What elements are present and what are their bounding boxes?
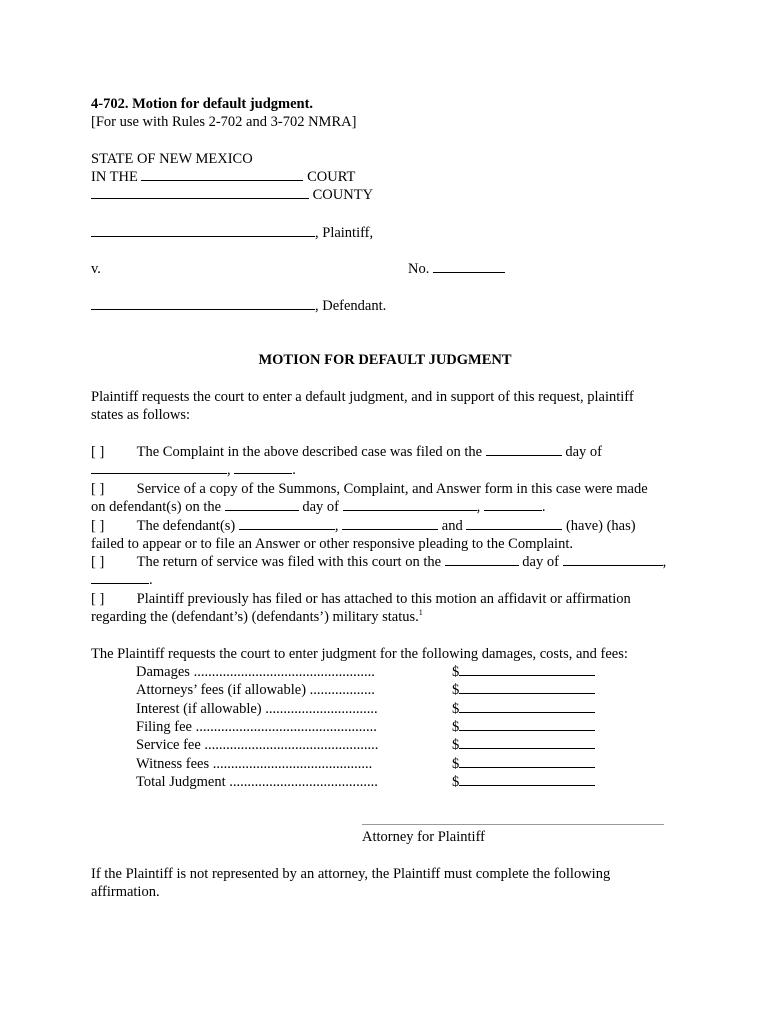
county-name-blank[interactable]: [91, 186, 309, 199]
return-checkbox[interactable]: [ ]: [91, 554, 105, 570]
damages-amount: [452, 663, 595, 681]
currency-symbol: $: [452, 755, 460, 772]
return-text: The return of service was filed with this court on the: [136, 554, 442, 570]
comma: ,: [476, 499, 481, 515]
service-text: Service of a copy of the Summons, Complaint, and Answer form in this case were made: [136, 481, 648, 497]
service-fee-amount-blank[interactable]: [459, 736, 595, 749]
military-checkbox[interactable]: [ ]: [91, 591, 105, 607]
currency-symbol: $: [452, 737, 460, 754]
return-year-line: [91, 571, 153, 589]
witness-fees-amount-blank[interactable]: [459, 755, 595, 768]
rule-title: 4-702. Motion for default judgment.: [91, 96, 314, 112]
rule-note: [For use with Rules 2-702 and 3-702 NMRA]: [91, 114, 357, 130]
complaint-checkbox[interactable]: [ ]: [91, 444, 105, 460]
military-text: Plaintiff previously has filed or has attached to this motion an affidavit or affirmation: [136, 591, 631, 607]
case-number-blank[interactable]: [433, 260, 505, 273]
failed-and: and: [441, 518, 463, 534]
return-day-blank[interactable]: [445, 553, 519, 566]
defendant-1-blank[interactable]: [239, 517, 335, 530]
court-name-blank[interactable]: [141, 168, 303, 181]
defendant-line: [91, 297, 386, 315]
county-label: COUNTY: [312, 187, 374, 203]
footnote-mark: 1: [418, 608, 423, 618]
footer-line-1: If the Plaintiff is not represented by an attorney, the Plaintiff must complete the following: [91, 866, 611, 882]
motion-title: MOTION FOR DEFAULT JUDGMENT: [258, 352, 512, 368]
damages-amount-blank[interactable]: [459, 663, 595, 676]
attorneys-fees-amount-blank[interactable]: [459, 681, 595, 694]
complaint-month-blank[interactable]: [91, 461, 227, 474]
complaint-year-blank[interactable]: [234, 461, 292, 474]
failed-have-has: (have) (has): [565, 518, 636, 534]
filing-fee-label: Filing fee ..................................................: [136, 718, 377, 735]
intro-line-1: Plaintiff requests the court to enter a default judgment, and in support of this request, plaintiff: [91, 389, 634, 405]
service-day-of: day of: [302, 499, 339, 515]
versus-label: v.: [91, 261, 101, 277]
return-day-of: day of: [522, 554, 559, 570]
comma: ,: [662, 554, 667, 570]
failed-text: The defendant(s): [136, 518, 236, 534]
case-number-line: [408, 260, 505, 278]
comma: ,: [227, 462, 231, 478]
interest-amount: [452, 700, 595, 718]
defendant-2-blank[interactable]: [342, 517, 438, 530]
currency-symbol: $: [452, 773, 460, 790]
service-month-blank[interactable]: [343, 498, 477, 511]
signature-line[interactable]: [362, 824, 664, 825]
service-item: [91, 480, 648, 498]
damages-intro: The Plaintiff requests the court to enter judgment for the following damages, costs, and fees:: [91, 646, 628, 662]
intro-line-2: states as follows:: [91, 407, 191, 423]
failed-line-2: failed to appear or to file an Answer or other responsive pleading to the Complaint.: [91, 536, 573, 552]
county-line: [91, 186, 373, 204]
plaintiff-label: , Plaintiff,: [315, 225, 374, 241]
complaint-day-blank[interactable]: [486, 443, 562, 456]
period: .: [149, 572, 153, 588]
in-the-label: IN THE: [91, 169, 138, 185]
service-fee-label: Service fee ................................................: [136, 737, 379, 754]
plaintiff-name-blank[interactable]: [91, 224, 315, 237]
plaintiff-line: [91, 224, 373, 242]
service-date-line: [91, 498, 545, 516]
filing-fee-amount: [452, 718, 595, 736]
witness-fees-label: Witness fees ............................................: [136, 755, 373, 772]
complaint-item: [91, 443, 602, 461]
state-heading: STATE OF NEW MEXICO: [91, 151, 253, 167]
damages-label: Damages ..................................................: [136, 664, 375, 680]
attorneys-fees-label: Attorneys’ fees (if allowable) ..................: [136, 682, 375, 699]
complaint-day-of: day of: [565, 444, 602, 460]
failed-checkbox[interactable]: [ ]: [91, 518, 105, 534]
service-checkbox[interactable]: [ ]: [91, 481, 105, 497]
return-month-blank[interactable]: [563, 553, 663, 566]
service-day-blank[interactable]: [225, 498, 299, 511]
military-item: [91, 590, 631, 608]
footer-line-2: affirmation.: [91, 884, 160, 900]
military-text-2: regarding the (defendant’s) (defendants’) military status.: [91, 609, 419, 625]
service-fee-amount: [452, 736, 595, 754]
period: .: [541, 499, 546, 515]
military-line-2: [91, 608, 423, 626]
service-year-blank[interactable]: [484, 498, 542, 511]
filing-fee-amount-blank[interactable]: [459, 718, 595, 731]
signature-label: Attorney for Plaintiff: [362, 829, 485, 845]
case-number-label: No.: [408, 261, 430, 277]
court-line: [91, 168, 355, 186]
currency-symbol: $: [452, 700, 460, 717]
service-on-defendants: on defendant(s) on the: [91, 499, 222, 515]
period: .: [292, 462, 296, 478]
currency-symbol: $: [452, 664, 460, 680]
attorneys-fees-amount: [452, 681, 595, 699]
currency-symbol: $: [452, 718, 460, 735]
total-judgment-label: Total Judgment .........................................: [136, 773, 378, 790]
total-judgment-amount-blank[interactable]: [459, 773, 595, 786]
witness-fees-amount: [452, 755, 595, 773]
defendant-label: , Defendant.: [315, 298, 387, 314]
failed-item: [91, 517, 636, 535]
court-label: COURT: [307, 169, 356, 185]
currency-symbol: $: [452, 682, 460, 699]
return-item: [91, 553, 666, 571]
total-judgment-amount: [452, 773, 595, 791]
interest-amount-blank[interactable]: [459, 700, 595, 713]
defendant-3-blank[interactable]: [466, 517, 562, 530]
comma: ,: [334, 518, 339, 534]
complaint-date-line: [91, 461, 296, 479]
interest-label: Interest (if allowable) ...............................: [136, 700, 378, 717]
defendant-name-blank[interactable]: [91, 297, 315, 310]
return-year-blank[interactable]: [91, 571, 149, 584]
complaint-text: The Complaint in the above described case was filed on the: [136, 444, 483, 460]
